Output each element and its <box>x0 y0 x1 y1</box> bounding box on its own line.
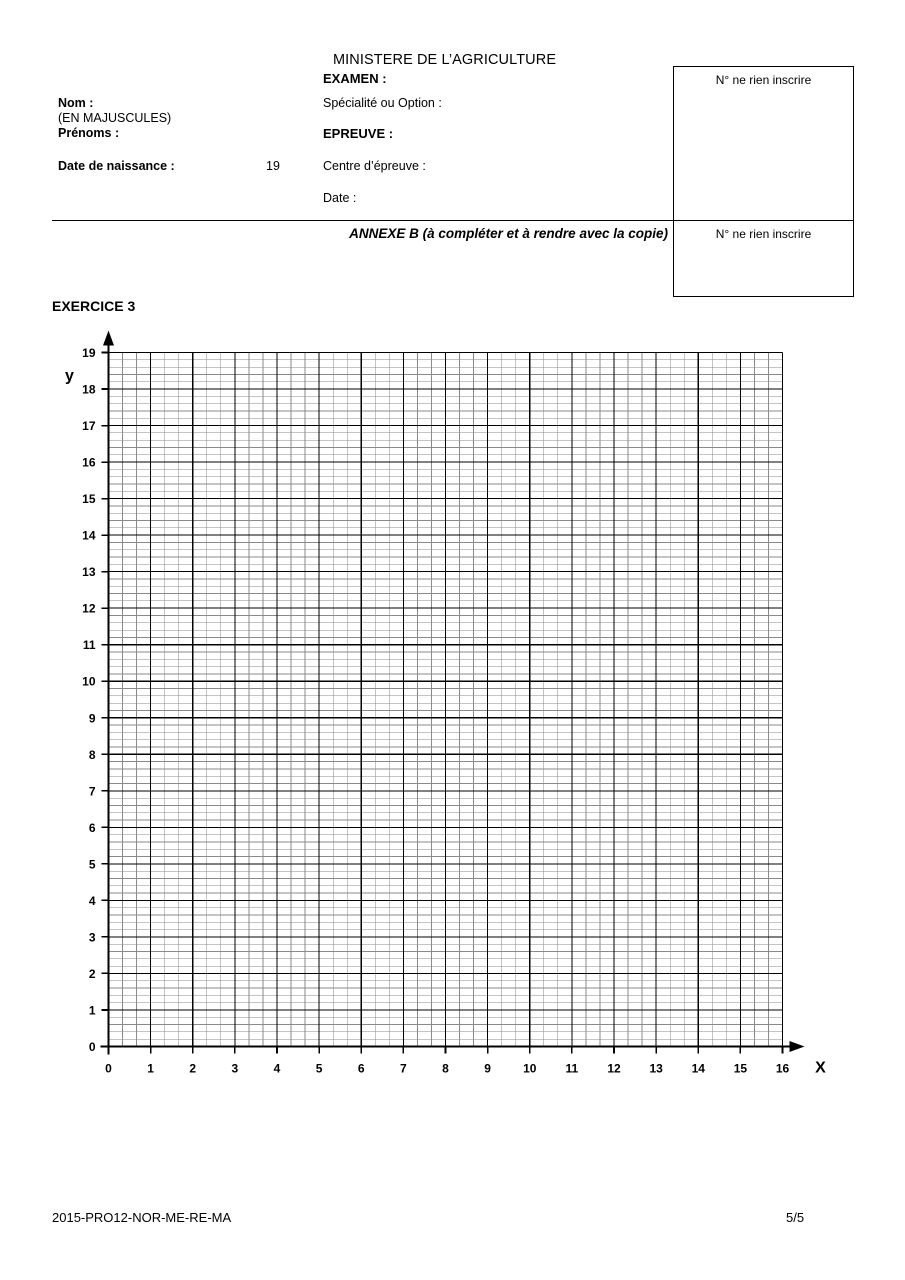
y-axis-tick-label: 17 <box>82 419 96 434</box>
x-axis-tick-label: 5 <box>315 1061 323 1076</box>
x-axis-tick-label: 14 <box>691 1061 705 1076</box>
x-axis-tick-label: 2 <box>189 1061 197 1076</box>
x-axis-tick-label: 7 <box>400 1061 407 1076</box>
y-axis-tick-label: 0 <box>88 1040 96 1054</box>
x-axis-tick-label: 3 <box>231 1061 239 1076</box>
y-axis-tick-label: 15 <box>82 492 96 507</box>
axis-tick-marks <box>102 353 783 1054</box>
examen-field-label: EXAMEN : <box>323 71 387 86</box>
x-axis-tick-label: 10 <box>523 1061 537 1076</box>
axis-titles <box>65 368 826 1077</box>
y-axis-tick-label: 8 <box>88 747 96 762</box>
annexe-heading: ANNEXE B (à compléter et à rendre avec la copie) <box>349 226 668 241</box>
x-axis-arrowhead <box>790 1041 805 1052</box>
footer-page-number: 5/5 <box>786 1210 805 1225</box>
numero-box-bottom-caption: N° ne rien inscrire <box>715 227 812 241</box>
numero-box-top <box>673 66 854 221</box>
x-axis-tick-label: 4 <box>273 1061 281 1076</box>
y-axis-tick-label: 14 <box>82 528 96 543</box>
x-axis-tick-label: 9 <box>484 1061 491 1076</box>
date-naissance-century-prefix: 19 <box>266 159 280 173</box>
axis-lines <box>101 331 805 1055</box>
y-axis-tick-label: 10 <box>82 674 96 689</box>
y-axis-tick-label: 11 <box>82 638 96 653</box>
x-axis-title: X <box>815 1059 826 1077</box>
y-axis-tick-label: 13 <box>82 565 96 580</box>
y-axis-tick-label: 12 <box>82 601 96 616</box>
x-axis-tick-label: 8 <box>442 1061 449 1076</box>
y-axis-arrowhead <box>103 331 114 346</box>
header-divider-rule <box>52 220 673 221</box>
y-axis-tick-label: 5 <box>88 857 96 872</box>
y-axis-tick-label: 9 <box>88 711 96 726</box>
y-axis-tick-label: 6 <box>88 820 96 835</box>
y-axis-tick-label: 4 <box>88 893 96 908</box>
prenoms-field-label: Prénoms : <box>58 126 120 140</box>
y-axis-tick-labels <box>82 346 96 1054</box>
date-field-label: Date : <box>323 191 357 205</box>
x-axis-tick-label: 6 <box>357 1061 365 1076</box>
numero-box-top-caption: N° ne rien inscrire <box>715 73 812 87</box>
minor-gridlines <box>109 353 783 1047</box>
date-naissance-field-label: Date de naissance : <box>58 159 175 173</box>
x-axis-tick-label: 16 <box>775 1061 790 1076</box>
x-axis-tick-label: 15 <box>733 1061 748 1076</box>
nom-field-label: Nom : <box>58 96 94 110</box>
footer-document-code: 2015-PRO12-NOR-ME-RE-MA <box>52 1210 232 1225</box>
exercise-title: EXERCICE 3 <box>52 298 136 314</box>
x-axis-tick-labels <box>105 1062 789 1076</box>
specialite-field-label: Spécialité ou Option : <box>323 96 442 110</box>
x-axis-tick-label: 1 <box>147 1061 154 1076</box>
ministry-title: MINISTERE DE L’AGRICULTURE <box>333 52 557 68</box>
majuscules-note: (EN MAJUSCULES) <box>58 111 172 125</box>
y-axis-tick-label: 1 <box>88 1003 96 1018</box>
y-axis-tick-label: 2 <box>88 966 96 981</box>
y-axis-tick-label: 18 <box>82 382 96 397</box>
y-axis-tick-label: 16 <box>82 455 96 470</box>
epreuve-field-label: EPREUVE : <box>323 126 394 141</box>
centre-epreuve-field-label: Centre d’épreuve : <box>323 159 426 173</box>
y-axis-tick-label: 3 <box>88 930 96 945</box>
x-axis-tick-label: 13 <box>649 1061 663 1076</box>
major-gridlines <box>109 353 783 1047</box>
exam-header <box>0 0 905 300</box>
x-axis-tick-label: 12 <box>607 1061 621 1076</box>
x-axis-tick-label: 0 <box>105 1061 112 1076</box>
x-axis-tick-label: 11 <box>565 1061 579 1076</box>
y-axis-tick-label: 7 <box>88 784 96 799</box>
numero-box-bottom <box>673 221 854 297</box>
y-axis-tick-label: 19 <box>82 346 96 360</box>
y-axis-title: y <box>65 367 74 385</box>
